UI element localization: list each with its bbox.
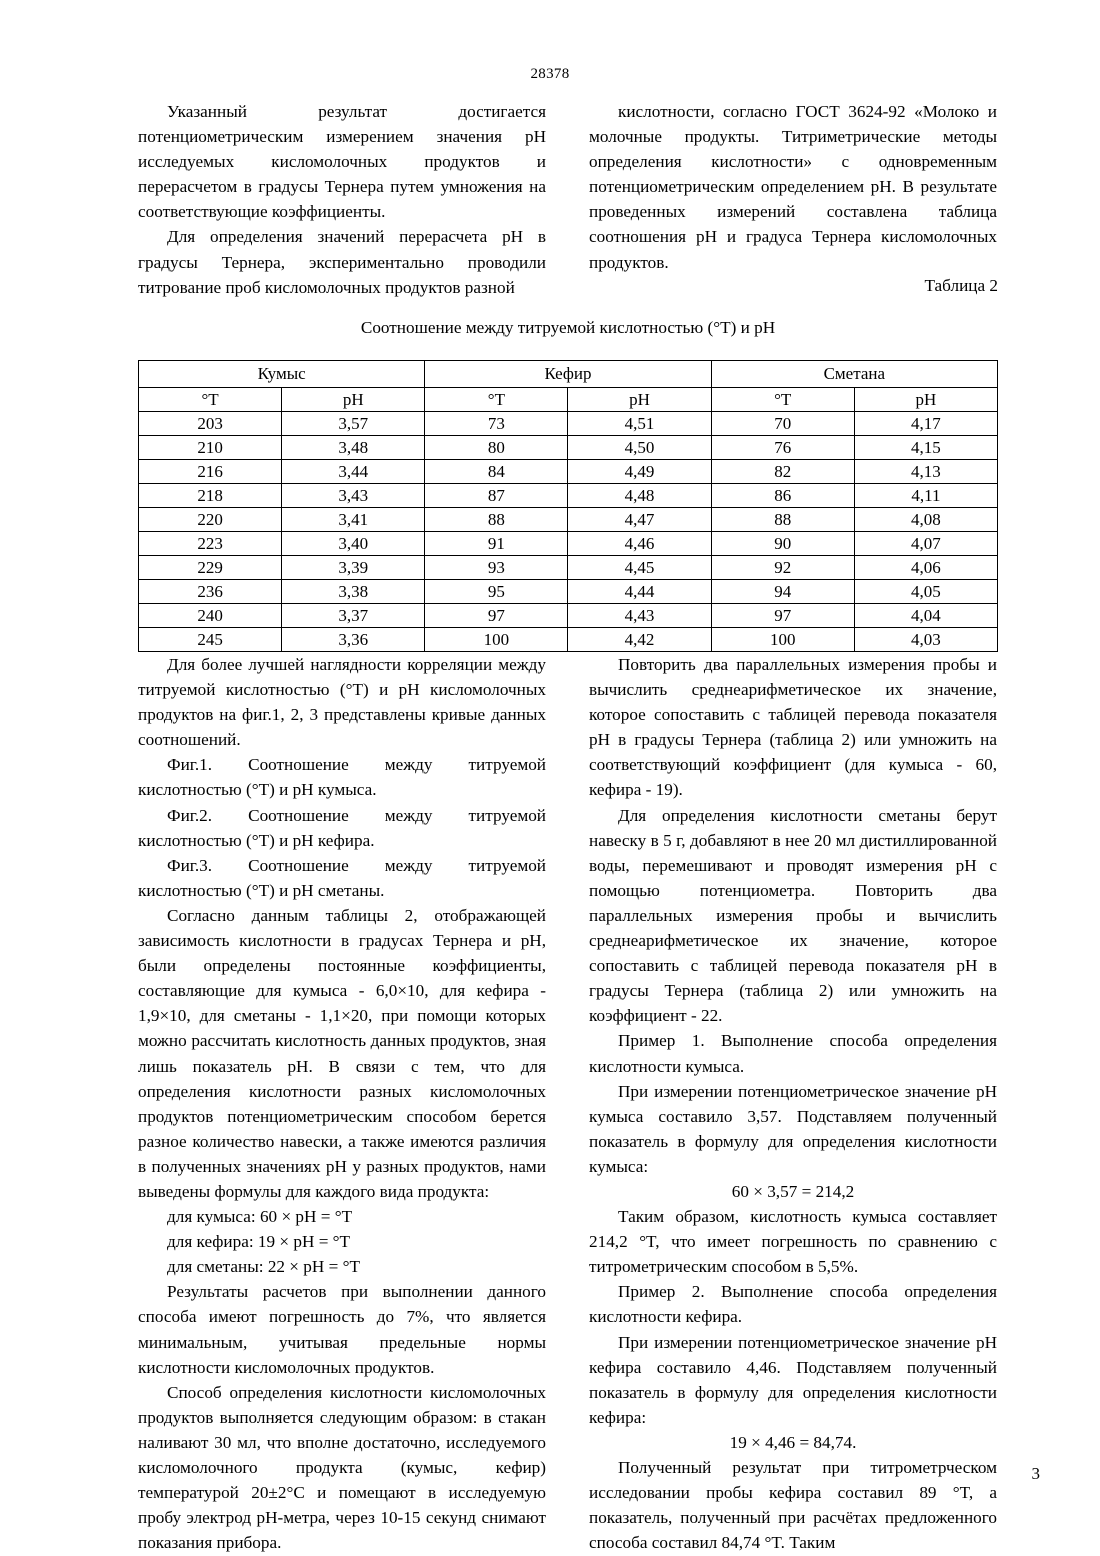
table-cell: 4,44: [568, 580, 711, 604]
table-cell: 76: [711, 436, 854, 460]
bottom-left-column: [138, 652, 546, 1555]
table-cell: 73: [425, 412, 568, 436]
formula-line: 60 × 3,57 = 214,2: [731, 1181, 855, 1201]
table-subheader-row: [139, 388, 998, 412]
table-cell: 210: [139, 436, 282, 460]
acidity-ph-table: [138, 360, 998, 652]
table-cell: 3,38: [282, 580, 425, 604]
table-cell: 4,04: [854, 604, 997, 628]
table-cell: 88: [425, 508, 568, 532]
table-cell: 4,08: [854, 508, 997, 532]
paragraph: Повторить два параллельных измерения пробы и вычислить среднеарифметическое их значение, которое сопоставить с таблицей перевода показателя pH в градусы Тернера (таблица 2) или умножить на соответствующий коэффициент (для кумыса - 60, кефира - 19).: [589, 655, 997, 800]
paragraph: Пример 1. Выполнение способа определения кислотности кумыса.: [589, 1031, 997, 1076]
table-cell: 3,57: [282, 412, 425, 436]
data-table-container: [138, 360, 998, 652]
formula-line: для кефира: 19 × pH = °T: [167, 1232, 351, 1252]
paragraph: Результаты расчетов при выполнении данного способа имеют погрешность до 7%, что является минимальным, учитывая предельные нормы кислотности кисломолочных продуктов.: [138, 1282, 546, 1377]
table-group-header-row: [139, 361, 998, 388]
table-cell: 4,13: [854, 460, 997, 484]
table-cell: 240: [139, 604, 282, 628]
top-columns-container: [138, 99, 998, 300]
paragraph: Согласно данным таблицы 2, отображающей зависимость кислотности в градусах Тернера и pH, были определены постоянные коэффициенты, составляющие для кумыса - 6,0×10, для кефира - 1,9×10, для сметаны - 1,1×20, при помощи которых можно рассчитать кислотность данных продуктов, зная лишь показатель pH. В связи с тем, что для определения кислотности разных кисломолочных продуктов потенциометрическим способом берется разное количество навески, а также имеются различия в полученных значениях pH у разных продуктов, нами выведены формулы для каждого вида продукта:: [138, 905, 546, 1201]
table-cell: 100: [711, 628, 854, 652]
paragraph: При измерении потенциометрическое значение pH кумыса составило 3,57. Подставляем полученный показатель в формулу для определения кислотности кумыса:: [589, 1081, 997, 1176]
table-label: Таблица 2: [924, 276, 998, 295]
paragraph: Таким образом, кислотность кумыса составляет 214,2 °T, что имеет погрешность по сравнению с титрометрическим способом в 5,5%.: [589, 1207, 997, 1277]
table-row: [139, 532, 998, 556]
table-cell: 87: [425, 484, 568, 508]
table-cell: 3,39: [282, 556, 425, 580]
table-cell: 91: [425, 532, 568, 556]
table-cell: 4,05: [854, 580, 997, 604]
table-cell: 3,36: [282, 628, 425, 652]
table-cell: 203: [139, 412, 282, 436]
paragraph: Фиг.2. Соотношение между титруемой кислотностью (°T) и pH кефира.: [138, 805, 546, 850]
table-cell: 93: [425, 556, 568, 580]
table-cell: 4,06: [854, 556, 997, 580]
table-row: [139, 580, 998, 604]
table-cell: 4,17: [854, 412, 997, 436]
table-cell: 97: [425, 604, 568, 628]
paragraph: Фиг.3. Соотношение между титруемой кислотностью (°T) и pH сметаны.: [138, 855, 546, 900]
table-cell: 4,46: [568, 532, 711, 556]
bottom-right-column: [589, 652, 997, 1555]
paragraph: Для определения кислотности сметаны берут навеску в 5 г, добавляют в нее 20 мл дистиллированной воды, перемешивают и проводят измерения pH с помощью потенциометра. Повторить два параллельных измерения пробы и вычислить среднеарифметическое их значение, которое сопоставить с таблицей перевода показателя pH в градусы Тернера (таблица 2) или умножить на коэффициент - 22.: [589, 805, 997, 1026]
table-cell: 216: [139, 460, 282, 484]
table-cell: 94: [711, 580, 854, 604]
paragraph: Полученный результат при титрометрческом исследовании пробы кефира составил 89 °T, а показатель, полученный при расчётах предложенного способа составил 84,74 °T. Таким: [589, 1458, 997, 1553]
table-cell: 4,07: [854, 532, 997, 556]
table-cell: 70: [711, 412, 854, 436]
paragraph: Фиг.1. Соотношение между титруемой кислотностью (°T) и pH кумыса.: [138, 755, 546, 800]
table-cell: 92: [711, 556, 854, 580]
table-cell: 3,41: [282, 508, 425, 532]
table-column-header: pH: [282, 388, 425, 412]
table-cell: 3,44: [282, 460, 425, 484]
paragraph: кислотности, согласно ГОСТ 3624-92 «Молоко и молочные продукты. Титриметрические методы определения кислотности» с одновременным потенциометрическим определением pH. В результате проведенных измерений составлена таблица соотношения pH и градуса Тернера кисломолочных продуктов.: [589, 102, 997, 272]
table-column-header: pH: [568, 388, 711, 412]
table-row: [139, 604, 998, 628]
table-column-header: °T: [425, 388, 568, 412]
table-group-header: Кефир: [425, 361, 711, 388]
table-body: [139, 412, 998, 652]
table-group-header: Кумыс: [139, 361, 425, 388]
table-row: [139, 508, 998, 532]
table-cell: 223: [139, 532, 282, 556]
table-cell: 220: [139, 508, 282, 532]
table-cell: 95: [425, 580, 568, 604]
table-cell: 218: [139, 484, 282, 508]
table-cell: 4,43: [568, 604, 711, 628]
table-caption: Соотношение между титруемой кислотностью (°T) и pH: [360, 318, 776, 337]
table-column-header: °T: [139, 388, 282, 412]
table-cell: 4,11: [854, 484, 997, 508]
document-number: 28378: [530, 66, 570, 82]
paragraph: Для более лучшей наглядности корреляции между титруемой кислотностью (°T) и pH кисломолочных продуктов на фиг.1, 2, 3 представлены кривые данных соотношений.: [138, 655, 546, 750]
table-cell: 4,45: [568, 556, 711, 580]
table-cell: 84: [425, 460, 568, 484]
table-cell: 97: [711, 604, 854, 628]
page-number: 3: [1031, 1464, 1040, 1483]
table-column-header: pH: [854, 388, 997, 412]
table-cell: 4,42: [568, 628, 711, 652]
table-row: [139, 628, 998, 652]
table-cell: 80: [425, 436, 568, 460]
table-cell: 4,15: [854, 436, 997, 460]
table-cell: 3,48: [282, 436, 425, 460]
table-cell: 3,40: [282, 532, 425, 556]
table-cell: 88: [711, 508, 854, 532]
bottom-columns-container: [138, 652, 998, 1555]
top-left-column: [138, 99, 546, 300]
table-cell: 90: [711, 532, 854, 556]
formula-line: 19 × 4,46 = 84,74.: [729, 1432, 857, 1452]
table-cell: 4,47: [568, 508, 711, 532]
table-cell: 229: [139, 556, 282, 580]
paragraph: Способ определения кислотности кисломолочных продуктов выполняется следующим образом: в стакан наливают 30 мл, что вполне достаточно, исследуемого кисломолочного продукта (кумыс, кефир) температурой 20±2°С и помещают в исследуемую пробу электрод pH-метра, через 10-15 секунд снимают показания прибора.: [138, 1382, 546, 1553]
paragraph: Указанный результат достигается потенциометрическим измерением значения pH исследуемых кисломолочных продуктов и перерасчетом в градусы Тернера путем умножения на соответствующие коэффициенты.: [138, 102, 546, 222]
formula-line: для сметаны: 22 × pH = °T: [167, 1257, 360, 1277]
table-cell: 236: [139, 580, 282, 604]
table-cell: 4,03: [854, 628, 997, 652]
table-row: [139, 460, 998, 484]
table-cell: 3,43: [282, 484, 425, 508]
table-row: [139, 484, 998, 508]
table-cell: 100: [425, 628, 568, 652]
formula-line: для кумыса: 60 × pH = °T: [167, 1207, 353, 1227]
table-row: [139, 556, 998, 580]
paragraph: При измерении потенциометрическое значение pH кефира составило 4,46. Подставляем полученный показатель в формулу для определения кислотности кефира:: [589, 1332, 997, 1427]
table-head: [139, 361, 998, 412]
table-cell: 4,49: [568, 460, 711, 484]
table-cell: 86: [711, 484, 854, 508]
table-row: [139, 412, 998, 436]
table-cell: 82: [711, 460, 854, 484]
table-cell: 4,50: [568, 436, 711, 460]
table-cell: 3,37: [282, 604, 425, 628]
table-cell: 4,51: [568, 412, 711, 436]
table-cell: 245: [139, 628, 282, 652]
table-row: [139, 436, 998, 460]
table-cell: 4,48: [568, 484, 711, 508]
paragraph: Для определения значений перерасчета pH в градусы Тернера, экспериментально проводили титрование проб кисломолочных продуктов разной: [138, 227, 546, 297]
top-right-column: [589, 99, 997, 300]
table-group-header: Сметана: [711, 361, 997, 388]
table-column-header: °T: [711, 388, 854, 412]
paragraph: Пример 2. Выполнение способа определения кислотности кефира.: [589, 1282, 997, 1327]
